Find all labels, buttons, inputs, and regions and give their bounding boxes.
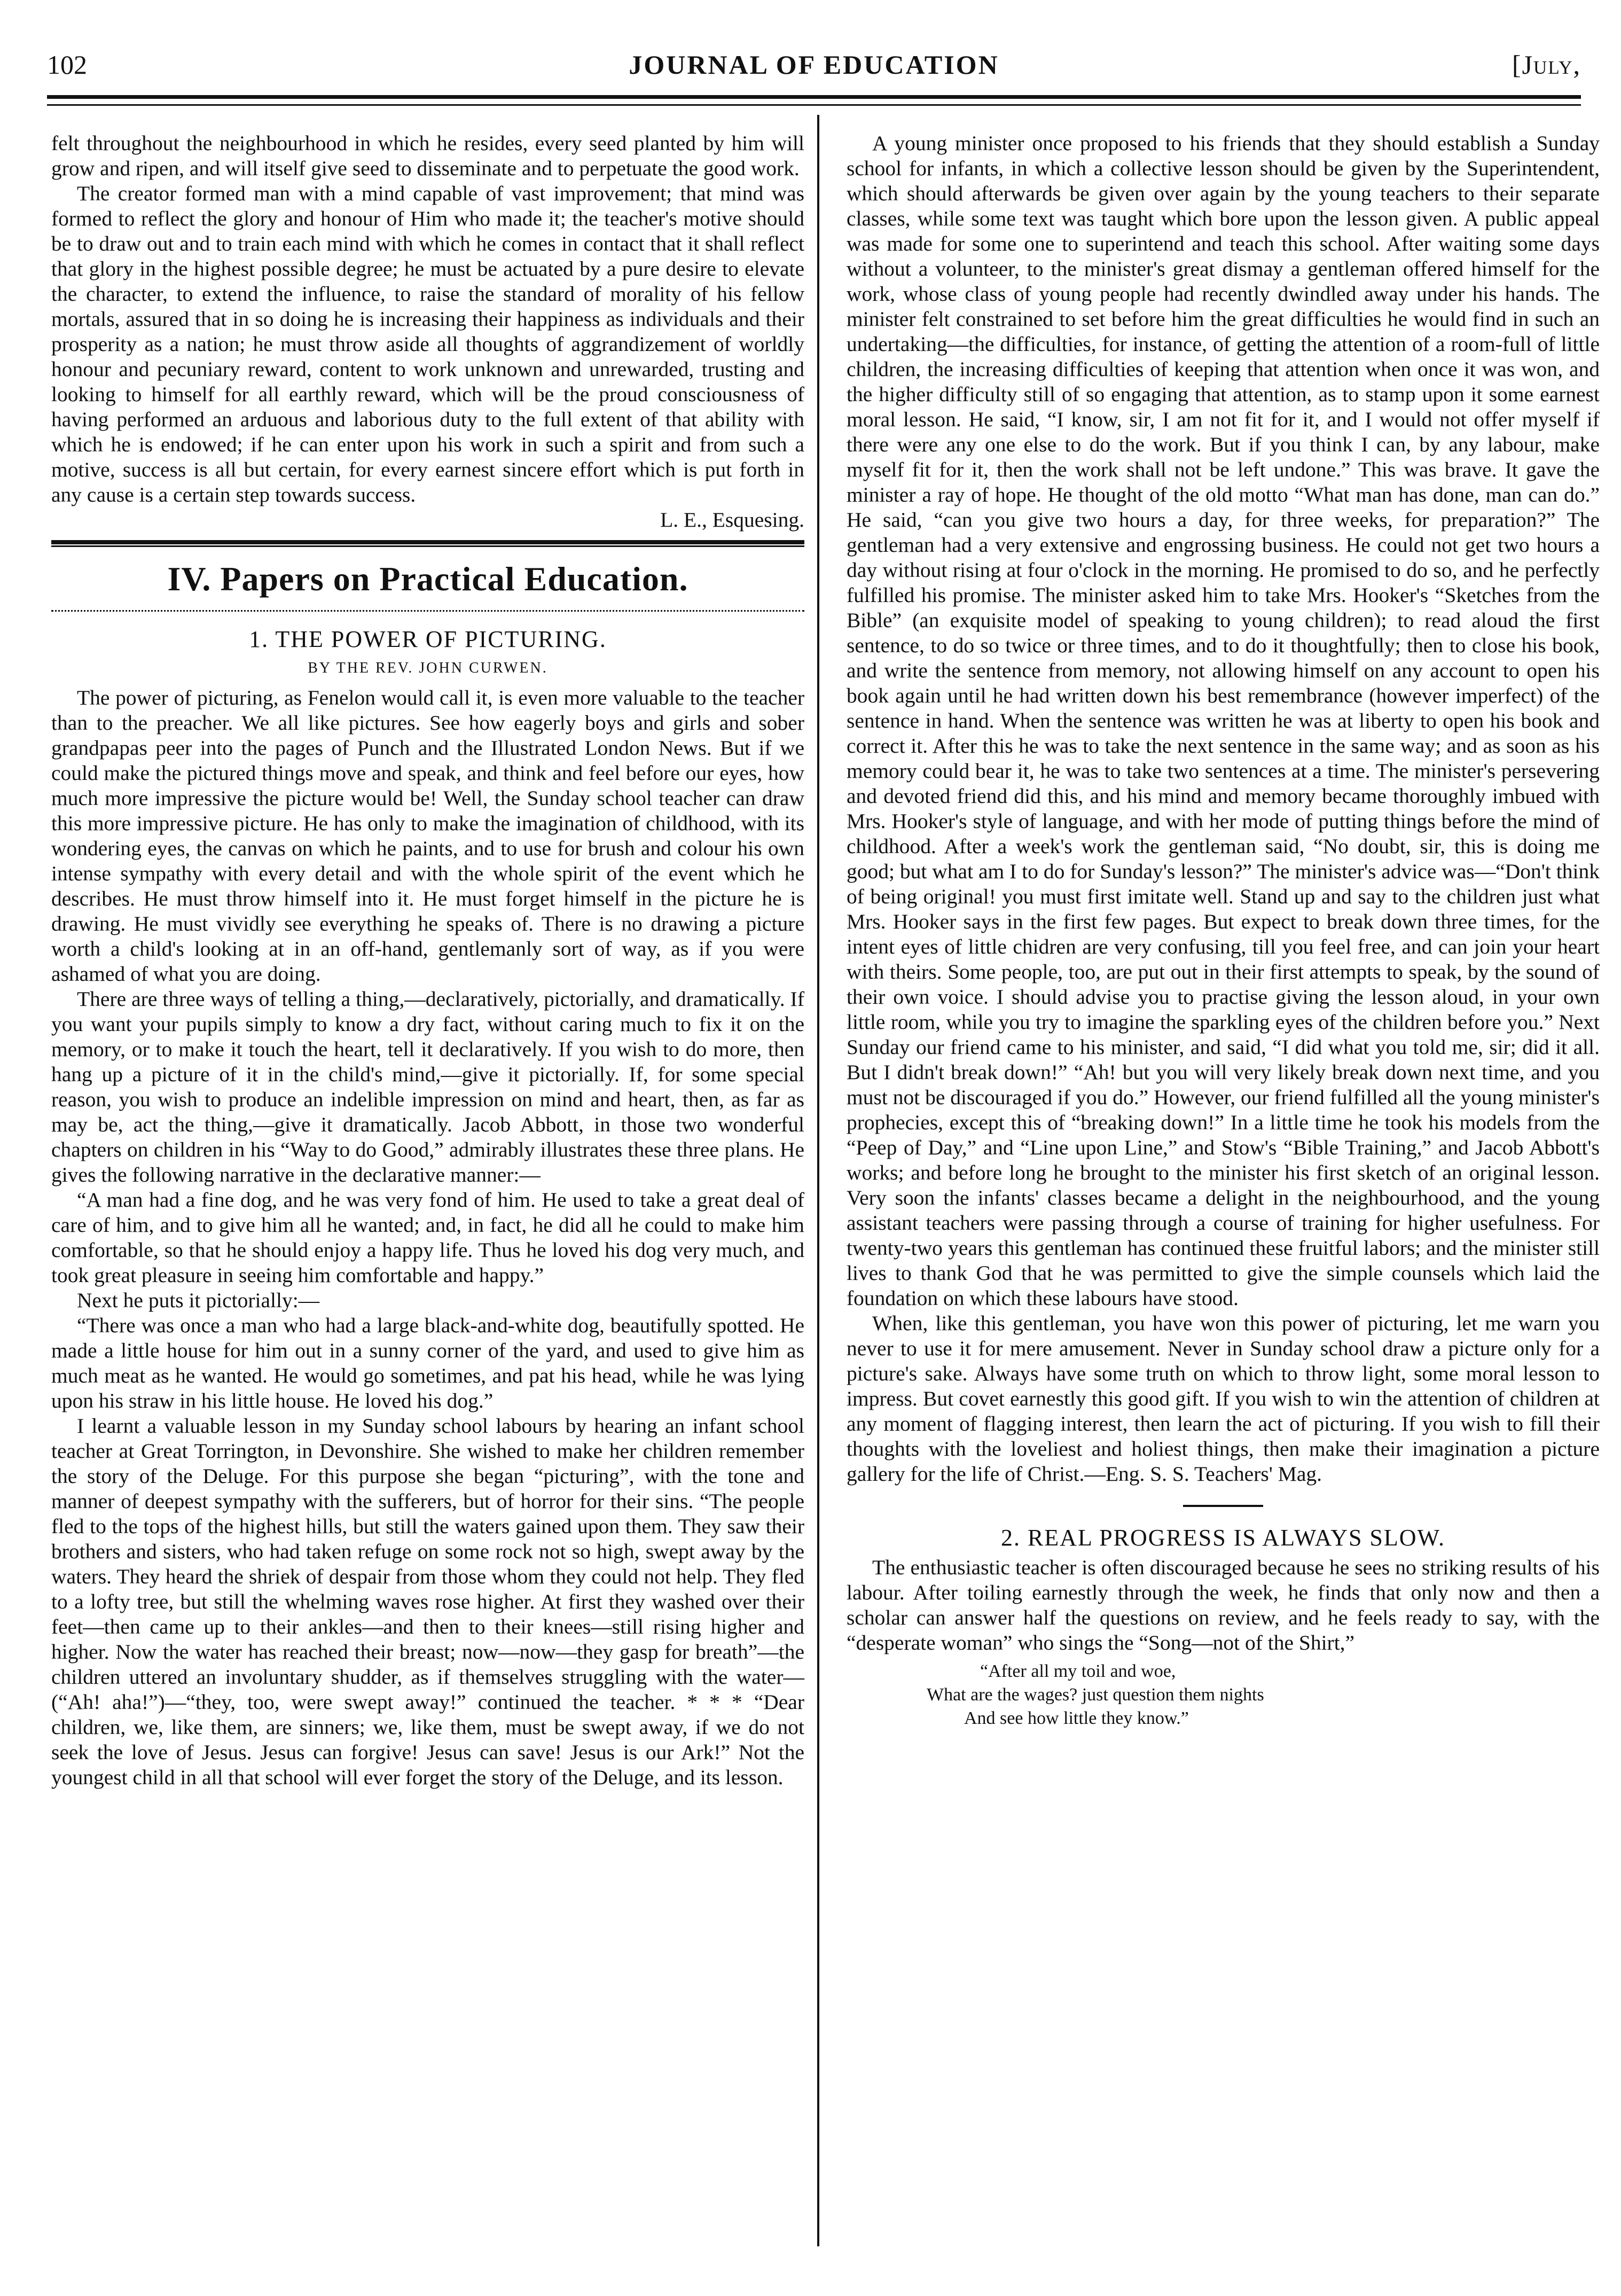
issue-month: [July,	[1512, 50, 1581, 80]
left-column	[51, 131, 804, 1790]
poem-line: What are the wages? just question them nights	[927, 1685, 1264, 1705]
poem-quote	[847, 1660, 1600, 1730]
poem-line: “After all my toil and woe,	[980, 1661, 1176, 1681]
wavy-rule	[51, 605, 804, 612]
article-byline: BY THE REV. JOHN CURWEN.	[308, 660, 548, 676]
paragraph: The creator formed man with a mind capable of vast improvement; that mind was formed to reflect the glory and honour of Him who made it; the teacher's motive should be to draw out and to train each mind with which he comes in contact that it shall reflect that glory in the highest possible degree; he must be actuated by a pure desire to elevate the character, to extend the influence, to raise the standard of morality of his fellow mortals, assured that in so doing he is increasing their happiness as individuals and their prosperity as a nation; he must throw aside all thoughts of aggrandizement of worldly honour and pecuniary reward, content to work unknown and unrewarded, trusting and looking to himself for all earthly reward, which will be the proud consciousness of having performed an arduous and laborious duty to the full extent of that ability with which he is endowed; if he can enter upon his work in such a spirit and from such a motive, success is all but certain, for every earnest sincere effort which is put forth in any cause is a certain step towards success.	[51, 182, 804, 506]
paragraph: I learnt a valuable lesson in my Sunday school labours by hearing an infant school teacher at Great Torrington, in Devonshire. She wished to make her children remember the story of the Deluge. For this purpose she began “picturing”, with the tone and manner of deepest sympathy with the sufferers, but of horror for their sins. “The people fled to the tops of the highest hills, but still the waters gained upon them. They saw their brothers and sisters, who had taken refuge on some rock not so high, swept away by the waters. They heard the shriek of despair from those whom they could not help. They fled to a lofty tree, but still the whelming waves rose higher. At first they washed over their feet—then came up to their ankles—and then to their knees—still rising higher and higher. Now the water has reached their breast; now—now—they gasp for breath”—the children uttered an involuntary shudder, as if themselves struggling with the water—(“Ah! aha!”)—“they, too, were swept away!” continued the teacher. * * * “Dear children, we, like them, are sinners; we, like them, must be swept away, if we do not seek the love of Jesus. Jesus can forgive! Jesus can save! Jesus is our Ark!” Not the youngest child in all that school will ever forget the story of the Deluge, and its lesson.	[51, 1414, 804, 1789]
paragraph: When, like this gentleman, you have won this power of picturing, let me warn you never to use it for mere amusement. Never in Sunday school draw a picture only for a picture's sake. Always have some truth on which to throw light, some moral lesson to impress. But covet earnestly this good gift. If you wish to win the attention of children at any moment of flagging interest, then learn the act of picturing. If you wish to fill their thoughts with the loveliest and holiest things, then make their imagination a picture gallery for the life of Christ.—Eng. S. S. Teachers' Mag.	[847, 1311, 1600, 1486]
section-rule-thick	[51, 540, 804, 544]
signature: L. E., Esquesing.	[660, 508, 804, 532]
article-separator	[1183, 1505, 1263, 1507]
right-column	[847, 131, 1600, 1730]
page-header	[47, 49, 1581, 87]
paragraph: A young minister once proposed to his friends that they should establish a Sunday school for infants, in which a collective lesson should be given by the Superintendent, which should afterwards be given over again by the young teachers to their separate classes, while some text was taught which bore upon the lesson given. A public appeal was made for some one to superintend and teach this school. After waiting some days without a volunteer, to the minister's great dismay a gentleman offered himself for the work, whose class of young people had recently dwindled away under his hands. The minister felt constrained to set before him the great difficulties he would find in such an undertaking—the difficulties, for instance, of getting the attention of a room-full of little children, the increasing difficulties of keeping that attention when once it was won, and the higher difficulty still of so engaging that attention, as to stamp upon it some earnest moral lesson. He said, “I know, sir, I am not fit for it, and I would not offer myself if there were any one else to do the work. But if you think I can, by any labour, make myself fit for it, then the work shall not be left undone.” This was brave. It gave the minister a ray of hope. He thought of the old motto “What man has done, man can do.” He said, “can you give two hours a day, for three weeks, for preparation?” The gentleman had a very extensive and engrossing business. He could not get two hours a day without rising at four o'clock in the morning. He promised to do so, and he perfectly fulfilled his promise. The minister asked him to take Mrs. Hooker's “Sketches from the Bible” (an exquisite model of speaking to young children); to read aloud the first sentence, to do so twice or three times, and to do it thoughtfully; then to close his book, and write the sentence from memory, not allowing himself on any account to open his book again until he had written down his best remembrance (however imperfect) of the sentence in hand. When the sentence was written he was at liberty to open his book and correct it. After this he was to take the next sentence in the same way; and as soon as his memory could bear it, he was to take two sentences at a time. The minister's persevering and devoted friend did this, and his mind and memory became thoroughly imbued with Mrs. Hooker's style of language, and with her mode of putting things before the mind of childhood. After a week's work the gentleman said, “No doubt, sir, this is doing me good; but what am I to do for Sunday's lesson?” The minister's advice was—“Don't think of being original! you must first imitate well. Stand up and say to the children just what Mrs. Hooker says in the first few pages. But expect to break down three times, for the intent eyes of little chidren are very confusing, till you feel free, and can join your heart with theirs. Some people, too, are put out in their first attempts to speak, by the sound of their own voice. I should advise you to practise giving the lesson aloud, in your own little room, while you try to imagine the sparkling eyes of the children before you.” Next Sunday our friend came to his minister, and said, “I did what you told me, sir; did it all. But I didn't break down!” “Ah! but you will very likely break down next time, and you must not be discouraged if you do.” However, our friend fulfilled all the young minister's prophecies, except this of “breaking down!” In a little time he took his models from the “Peep of Day,” and “Line upon Line,” and Stow's “Bible Training,” and Jacob Abbott's works; and before long he brought to the minister his first sketch of an original lesson. Very soon the infants' classes became a delight in the neighbourhood, and the young assistant teachers were passing through a course of training for higher usefulness. For twenty-two years this gentleman has continued these fruitful labors; and the minister still lives to thank God that he was permitted to give the simple counsels which laid the foundation on which these labours have stood.	[847, 131, 1600, 1310]
section-heading: IV. Papers on Practical Education.	[167, 560, 688, 598]
paragraph: The enthusiastic teacher is often discouraged because he sees no striking results of his labour. After toiling earnestly through the week, he finds that only now and then a scholar can answer half the questions on review, and he feels ready to say, with the “desperate woman” who sings the “Song—not of the Shirt,”	[847, 1556, 1600, 1654]
header-rule-thin	[47, 104, 1581, 106]
journal-title: JOURNAL OF EDUCATION	[629, 50, 999, 80]
article-title: 1. THE POWER OF PICTURING.	[249, 626, 607, 652]
paragraph: felt throughout the neighbourhood in which he resides, every seed planted by him will grow and ripen, and will itself give seed to disseminate and to perpetuate the good work.	[51, 131, 804, 180]
column-divider	[817, 115, 819, 2246]
page-number: 102	[47, 50, 87, 80]
article-title: 2. REAL PROGRESS IS ALWAYS SLOW.	[1000, 1525, 1446, 1551]
paragraph: The power of picturing, as Fenelon would call it, is even more valuable to the teacher than to the preacher. We all like pictures. See how eagerly boys and girls and sober grandpapas peer into the pages of Punch and the Illustrated London News. But if we could make the pictured things move and speak, and think and feel before our eyes, how much more impressive the picture would be! Well, the Sunday school teacher can draw this more impressive picture. He has only to make the imagination of childhood, with its wondering eyes, the canvas on which he paints, and to use for brush and colour his own intense sympathy with every detail and with the whole spirit of the event which he describes. He must throw himself into it. He must forget himself in the picture he is drawing. He must vividly see everything he speaks of. There is no drawing a picture worth a child's looking at in an off-hand, gentlemanly sort of way, as if you were ashamed of what you are doing.	[51, 686, 804, 986]
quote-paragraph: “A man had a fine dog, and he was very fond of him. He used to take a great deal of care of him, and to give him all he wanted; and, in fact, he did all he could to make him comfortable, so that he should enjoy a happy life. Thus he loved his dog very much, and took great pleasure in seeing him comfortable and happy.”	[51, 1188, 804, 1287]
header-rule-thick	[47, 95, 1581, 99]
paragraph: Next he puts it pictorially:—	[77, 1288, 320, 1312]
poem-line: And see how little they know.”	[964, 1708, 1189, 1728]
section-rule-thin	[51, 545, 804, 547]
quote-paragraph: “There was once a man who had a large black-and-white dog, beautifully spotted. He made a little house for him out in a sunny corner of the yard, and used to give him as much meat as he wanted. He would go sometimes, and pat his head, while he was lying upon his straw in his little house. He loved his dog.”	[51, 1314, 804, 1412]
paragraph: There are three ways of telling a thing,—declaratively, pictorially, and dramatically. If you want your pupils simply to know a dry fact, without caring much to fix it on the memory, or to make it touch the heart, tell it declaratively. If you wish to do more, then hang up a picture of it in the child's mind,—give it pictorially. If, for some special reason, you wish to produce an indelible impression on mind and heart, then, as far as may be, act the thing,—give it dramatically. Jacob Abbott, in those two wonderful chapters on children in his “Way to do Good,” admirably illustrates these three plans. He gives the following narrative in the declarative manner:—	[51, 987, 804, 1186]
